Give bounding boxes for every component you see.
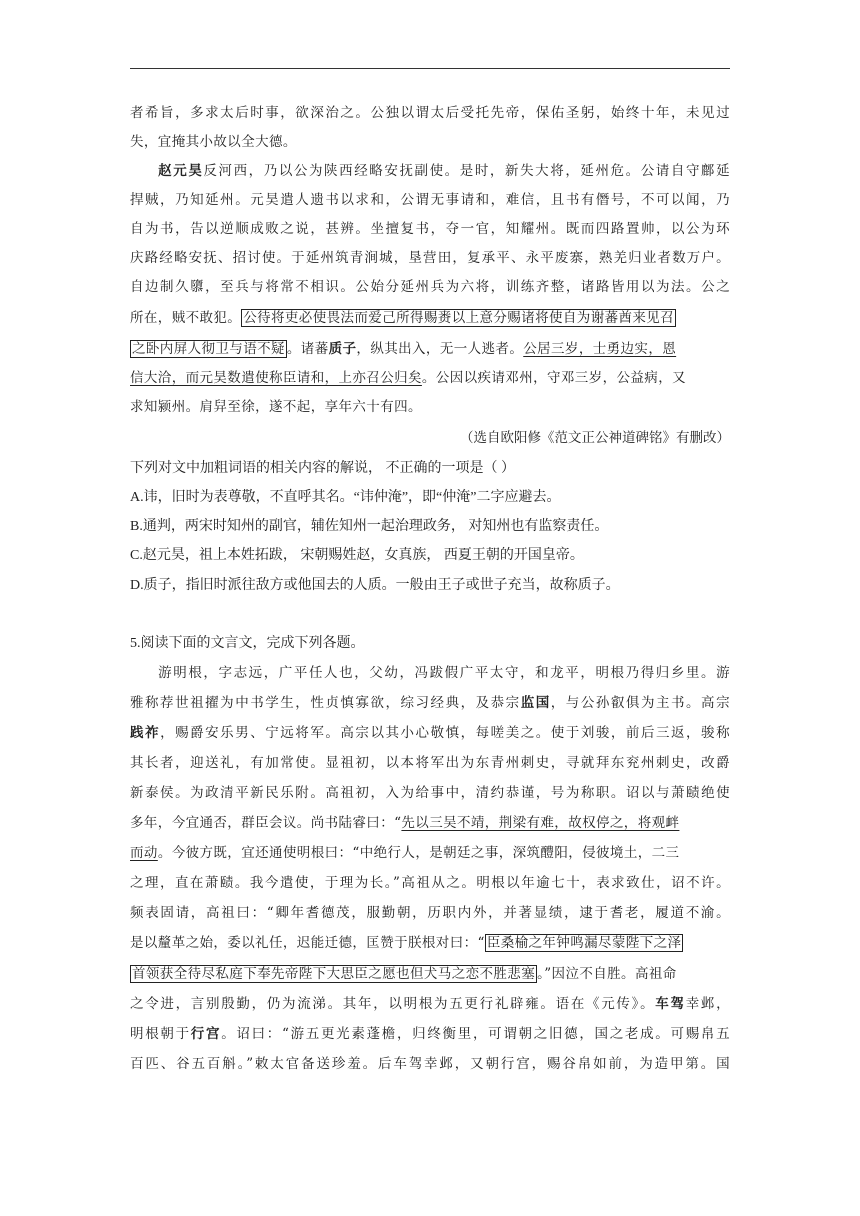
text: 捍贼，乃知延州。元昊遣人遗书以求和，公谓无事请和，难信，且书有僭号，不可以闻，乃	[130, 192, 730, 208]
underlined-sentence: 先以三吴不靖，荆梁有难，故权停之，将观衅	[401, 815, 680, 831]
text: 明根朝于	[130, 1026, 191, 1042]
passage-line	[130, 1023, 730, 1045]
text: 自为书，告以逆顺成败之说，甚辨。坐擅复书，夺一官，知耀州。既而四路置帅，以公为环	[130, 221, 730, 237]
text: 者希旨，多求太后时事，欲深治之。公独以谓太后受托先帝，保佑圣躬，始终十年，未见过	[130, 105, 730, 121]
text: 频表固请，高祖曰：“卿年耆德茂，服勤朝，历职内外，并著显绩，逮于耆老，履道不渝。	[130, 905, 730, 921]
passage-line	[130, 1053, 730, 1075]
question-stem: 下列对文中加粗词语的相关内容的解说， 不正确的一项是（ ）	[130, 461, 515, 476]
text: 庆路经略安抚、招讨使。于延州筑青涧城，垦营田，复承平、永平废寨，熟羌归业者数万户。	[130, 250, 730, 266]
text: 所在，贼不敢犯。	[130, 310, 242, 326]
bold-term: 赵元昊	[157, 163, 204, 179]
text: 反河西，乃以公为陕西经略安抚副使。是时，新失大将，延州危。公请自守鄜延	[203, 163, 731, 179]
bold-term: 监国	[520, 695, 551, 711]
text: ，与公孙叡俱为主书。高宗	[550, 695, 730, 711]
header-rule	[130, 68, 730, 69]
text: ，纵其出入，无一人逃者。	[356, 341, 524, 357]
text: 自边制久隳，至兵与将常不相识。公始分延州兵为六将，训练齐整，诸路皆用以为法。公之	[130, 279, 730, 295]
passage-line	[130, 160, 730, 182]
passage-line	[130, 131, 730, 153]
source-citation: （选自欧阳修《范文正公神道碑铭》有删改）	[460, 430, 730, 446]
option-a: A.讳，旧时为表尊敬，不直呼其名。“讳仲淹”，即“仲淹”二字应避去。	[130, 490, 561, 505]
underlined-sentence: 公居三岁，士勇边实，恩	[523, 341, 677, 357]
text: 百匹、谷五百斛。”敕太官备送珍羞。后车驾幸邺，又朝行宫，赐谷帛如前，为造甲第。国	[130, 1056, 730, 1072]
passage-line	[130, 902, 730, 924]
passage-line	[130, 189, 730, 211]
question-5-title: 5.阅读下面的文言文，完成下列各题。	[130, 636, 365, 651]
passage-line	[130, 692, 730, 714]
text: 。公因以疾请邓州，守邓三岁，公益病，又	[421, 370, 687, 386]
underlined-sentence: 信大洽，而元昊数遣使称臣请和，上亦召公归矣	[130, 370, 422, 386]
text: ，赐爵安乐男、宁远将军。高宗以其小心敬慎，每嗟美之。使于刘骏，前后三返，骏称	[160, 725, 730, 741]
text: 幸邺，	[685, 996, 730, 1012]
passage-line	[130, 963, 730, 985]
passage-line	[130, 752, 730, 774]
text: 之令进，言别殷勤，仍为流涕。其年，以明根为五更行礼辟雍。语在《元传》。	[130, 996, 656, 1012]
bold-term: 车驾	[655, 996, 686, 1012]
text: 之理，直在萧赜。我今遣使，于理为长。”高祖从之。明根以年逾七十，表求致仕，诏不许。	[130, 875, 730, 891]
passage-line	[130, 662, 730, 684]
passage-line	[130, 218, 730, 240]
boxed-sentence: 公待将吏必使畏法而爱己所得赐赉以上意分赐诸将使自为谢蕃酋来见召	[243, 310, 675, 326]
text: 求知颍州。肩舁至徐，遂不起，享年六十有四。	[130, 399, 422, 415]
option-b: B.通判，两宋时知州的副官，辅佐知州一起治理政务， 对知州也有监察责任。	[130, 519, 609, 534]
text: 。诏曰：“游五更光素蓬檐，归终衡里，可谓朝之旧德，国之老成。可赐帛五	[221, 1026, 730, 1042]
text: 其长者，迎送礼，有加常使。显祖初，以本将军出为东青州刺史，寻就拜东兖州刺史，改爵	[130, 755, 730, 771]
option-d: D.质子，指旧时派往敌方或他国去的人质。一般由王子或世子充当，故称质子。	[130, 578, 620, 593]
boxed-sentence: 首领获全待尽私庭下奉先帝陛下大思臣之愿也但犬马之恋不胜悲塞	[132, 966, 536, 982]
text: 。今彼方既，宜还通使明根曰：“中绝行人，是朝廷之事，深筑醴阳，侵彼境土，二三	[157, 845, 680, 861]
passage-line	[130, 396, 730, 418]
bold-term: 践祚	[130, 725, 161, 741]
text: 雅称荐世祖擢为中书学生，性贞慎寡欲，综习经典，及恭宗	[130, 695, 521, 711]
bold-term: 行宫	[190, 1026, 222, 1042]
text: 多年，今宜通否，群臣会议。尚书陆睿曰：“	[130, 815, 402, 831]
passage-line	[130, 872, 730, 894]
passage-line	[130, 102, 730, 124]
bold-term: 质子	[328, 341, 357, 357]
text: 新泰侯。为政清平新民乐附。高祖初，入为给事中，清约恭谨，号为称职。诏以与萧赜绝使	[130, 785, 730, 801]
passage-line	[130, 338, 730, 360]
underlined-sentence: 而动	[130, 845, 158, 861]
passage-line	[130, 307, 730, 329]
passage-line	[130, 993, 730, 1015]
boxed-sentence: 臣桑榆之年钟鸣漏尽蒙陛下之泽	[486, 935, 682, 951]
boxed-sentence: 之卧内屏人彻卫与语不疑	[132, 341, 285, 357]
passage-line	[130, 812, 730, 834]
text: 是以釐革之始，委以礼任，迟能迁德，匡赞于朕根对曰：“	[130, 935, 485, 951]
passage-line	[130, 932, 730, 954]
passage-line	[130, 722, 730, 744]
passage-line	[130, 247, 730, 269]
text: 失，宜掩其小故以全大德。	[130, 134, 297, 150]
text: 。”因泣不自胜。高祖命	[537, 966, 677, 982]
passage-line	[130, 842, 730, 864]
option-c: C.赵元昊，祖上本姓拓跋， 宋朝赐姓赵，女真族， 西夏王朝的开国皇帝。	[130, 548, 584, 563]
text: 。诸蕃	[286, 341, 329, 357]
passage-line	[130, 367, 730, 389]
text: 游明根，字志远，广平任人也，父幼，冯跋假广平太守，和龙平，明根乃得归乡里。游	[157, 665, 730, 681]
passage-line	[130, 276, 730, 298]
passage-line	[130, 782, 730, 804]
